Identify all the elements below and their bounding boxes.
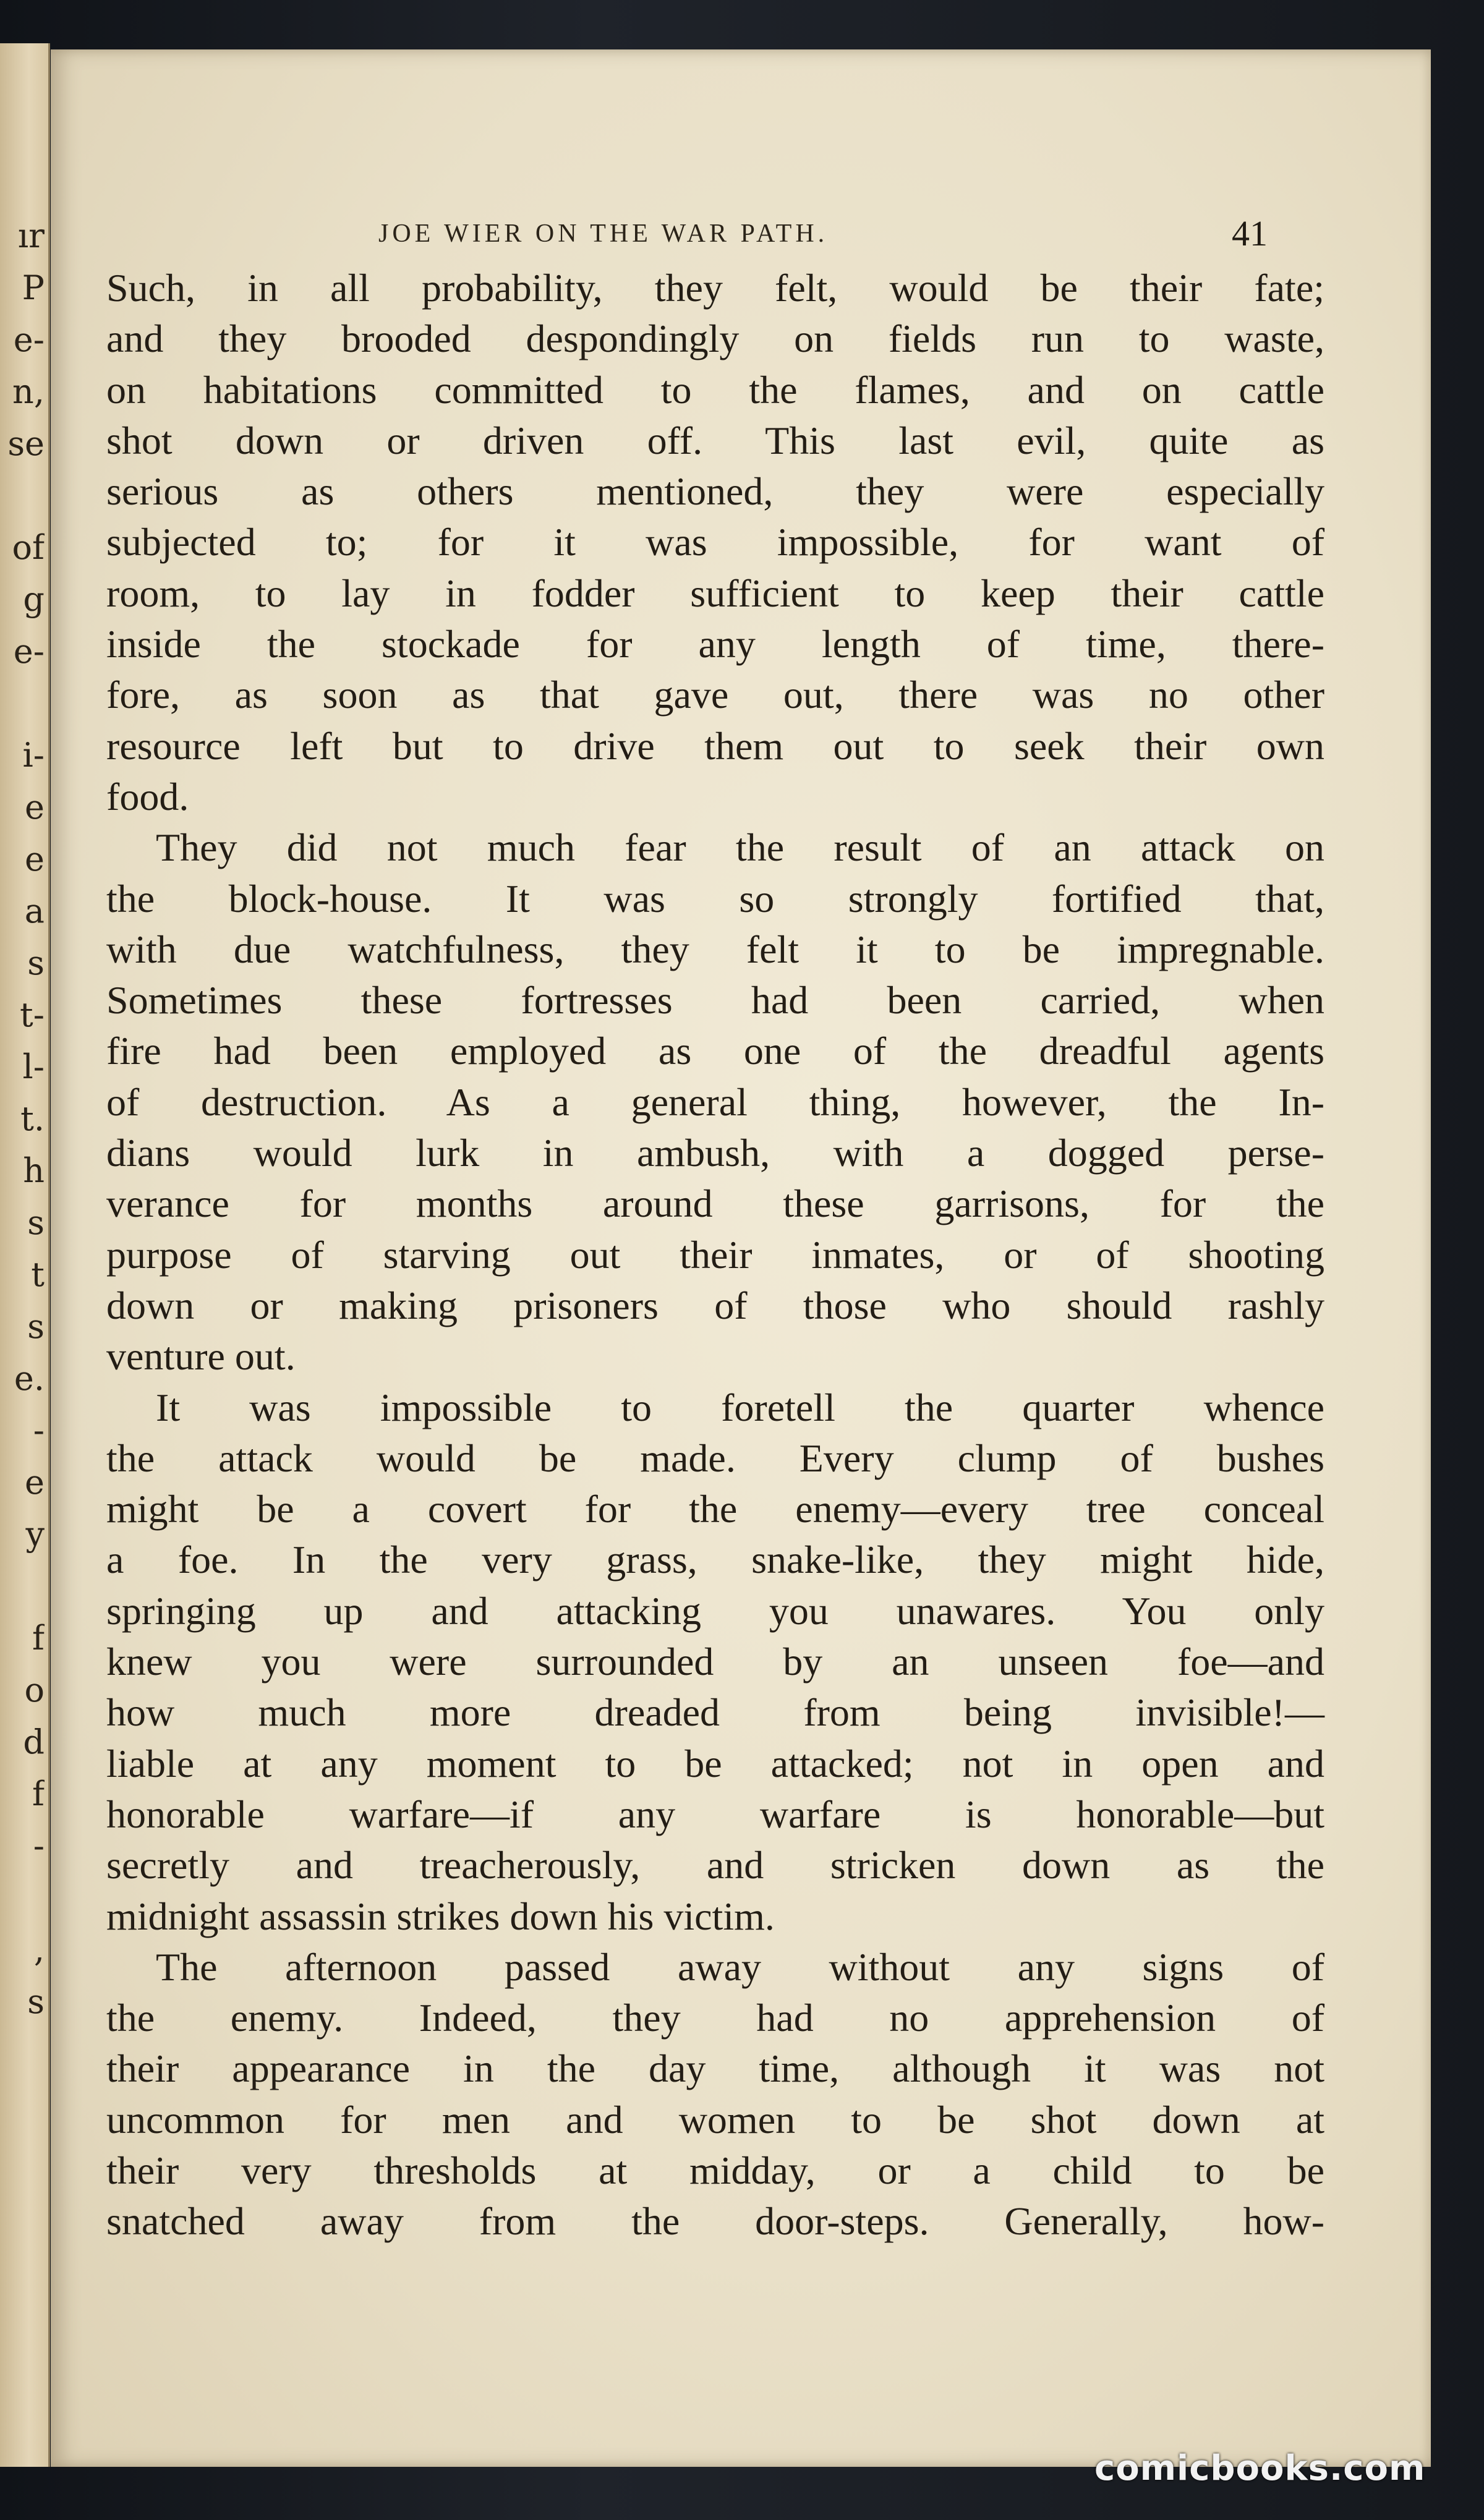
text-line: their very thresholds at midday, or a child to be bbox=[106, 2148, 1324, 2192]
text-line: springing up and attacking you unawares. You only bbox=[106, 1588, 1324, 1633]
facing-page-fragment: s bbox=[27, 943, 45, 982]
facing-page-fragment: se bbox=[7, 424, 45, 463]
text-line: down or making prisoners of those who should rashly bbox=[106, 1283, 1324, 1327]
text-line: midnight assassin strikes down his victim. bbox=[106, 1894, 775, 1938]
text-line: The afternoon passed away without any signs of bbox=[156, 1944, 1324, 1989]
facing-page-fragment: d bbox=[23, 1722, 45, 1761]
text-line: and they brooded despondingly on fields run to waste, bbox=[106, 317, 1324, 361]
facing-page-fragment bbox=[0, 1872, 45, 1924]
facing-page-fragment: t. bbox=[20, 1099, 45, 1138]
facing-page-fragment: o bbox=[24, 1671, 45, 1709]
facing-page-fragment: - bbox=[33, 1826, 45, 1865]
book-page bbox=[51, 49, 1431, 2467]
text-line: of destruction. As a general thing, however, the In- bbox=[106, 1079, 1324, 1124]
facing-page-fragment: s bbox=[27, 1203, 45, 1242]
facing-page-fragment: n, bbox=[12, 372, 45, 411]
text-line: honorable warfare—if any warfare is honorable—but bbox=[106, 1792, 1324, 1836]
facing-page-fragment: ır bbox=[17, 216, 45, 255]
text-line: uncommon for men and women to be shot down at bbox=[106, 2097, 1324, 2142]
facing-page-fragment: of bbox=[12, 528, 45, 567]
watermark-logo: comicbooks.com bbox=[1094, 2448, 1426, 2488]
facing-page-fragment: l- bbox=[22, 1047, 45, 1086]
text-line: Sometimes these fortresses had been carried, when bbox=[106, 978, 1324, 1023]
facing-page-fragment: t- bbox=[20, 995, 45, 1034]
facing-page-fragment: h bbox=[23, 1151, 45, 1190]
facing-page-fragment bbox=[0, 2132, 45, 2184]
text-line: their appearance in the day time, although it was not bbox=[106, 2046, 1324, 2091]
text-line: venture out. bbox=[106, 1334, 296, 1379]
facing-page-fragment: i- bbox=[22, 736, 45, 775]
facing-page-fragment: f bbox=[32, 1774, 45, 1813]
facing-page-fragment: s bbox=[27, 1982, 45, 2021]
text-line: the attack would be made. Every clump of bushes bbox=[106, 1436, 1324, 1480]
facing-page-fragment: f bbox=[32, 1619, 45, 1658]
facing-page-fragment: y bbox=[25, 1515, 45, 1554]
facing-page-fragment bbox=[0, 2028, 45, 2080]
running-title: JOE WIER ON THE WAR PATH. bbox=[378, 219, 829, 248]
page-number: 41 bbox=[1232, 213, 1268, 253]
facing-page-fragment bbox=[0, 678, 45, 730]
text-line: verance for months around these garrisons, for the bbox=[106, 1181, 1324, 1226]
facing-page-fragment: P bbox=[22, 268, 45, 307]
facing-page-fragment: e- bbox=[13, 320, 45, 359]
facing-page-fragment: s bbox=[27, 1307, 45, 1346]
text-line: liable at any moment to be attacked; not in open and bbox=[106, 1741, 1324, 1786]
text-line: a foe. In the very grass, snake-like, they might hide, bbox=[106, 1538, 1324, 1582]
text-line: subjected to; for it was impossible, for want of bbox=[106, 520, 1324, 564]
body-text bbox=[106, 263, 1324, 2247]
text-line: with due watchfulness, they felt it to be impregnable. bbox=[106, 927, 1324, 971]
text-line: the enemy. Indeed, they had no apprehension of bbox=[106, 1996, 1324, 2040]
text-line: inside the stockade for any length of time, there- bbox=[106, 622, 1324, 666]
facing-page-fragment bbox=[0, 2080, 45, 2132]
facing-page-fragment: g bbox=[23, 580, 45, 619]
text-line: serious as others mentioned, they were especially bbox=[106, 469, 1324, 514]
facing-page-edge bbox=[0, 43, 50, 2467]
facing-page-fragment: e. bbox=[14, 1359, 45, 1398]
text-line: resource left but to drive them out to seek their own bbox=[106, 723, 1324, 768]
text-line: secretly and treacherously, and stricken down as the bbox=[106, 1843, 1324, 1888]
text-line: They did not much fear the result of an attack on bbox=[156, 825, 1324, 870]
facing-page-fragment bbox=[0, 1560, 45, 1612]
text-line: the block-house. It was so strongly fortified that, bbox=[106, 876, 1324, 921]
text-line: on habitations committed to the flames, and on cattle bbox=[106, 367, 1324, 412]
text-line: snatched away from the door-steps. Generally, how- bbox=[106, 2199, 1324, 2244]
facing-page-fragment: , bbox=[33, 1930, 45, 1969]
text-line: It was impossible to foretell the quarter whence bbox=[156, 1385, 1324, 1429]
text-line: shot down or driven off. This last evil, quite as bbox=[106, 418, 1324, 462]
facing-page-fragment: a bbox=[24, 892, 45, 930]
facing-page-fragment bbox=[0, 470, 45, 522]
facing-page-fragment: e bbox=[25, 788, 45, 827]
text-line: might be a covert for the enemy—every tree conceal bbox=[106, 1487, 1324, 1531]
facing-page-fragment: t bbox=[31, 1255, 45, 1294]
facing-page-fragment: e- bbox=[13, 632, 45, 671]
facing-page-fragment: - bbox=[33, 1411, 45, 1450]
text-line: dians would lurk in ambush, with a dogged perse- bbox=[106, 1131, 1324, 1175]
text-line: purpose of starving out their inmates, or of shooting bbox=[106, 1232, 1324, 1277]
text-line: food. bbox=[106, 774, 189, 819]
facing-page-fragment: e bbox=[25, 1463, 45, 1502]
running-head bbox=[51, 209, 1431, 258]
text-line: how much more dreaded from being invisible!— bbox=[106, 1690, 1324, 1735]
text-line: knew you were surrounded by an unseen foe—and bbox=[106, 1640, 1324, 1684]
facing-page-fragment: e bbox=[25, 840, 45, 879]
facing-page-text-fragments bbox=[0, 210, 48, 2184]
text-line: room, to lay in fodder sufficient to keep their cattle bbox=[106, 571, 1324, 615]
text-line: fore, as soon as that gave out, there was no other bbox=[106, 673, 1324, 717]
text-line: fire had been employed as one of the dreadful agents bbox=[106, 1029, 1324, 1073]
text-line: Such, in all probability, they felt, would be their fate; bbox=[106, 266, 1324, 310]
